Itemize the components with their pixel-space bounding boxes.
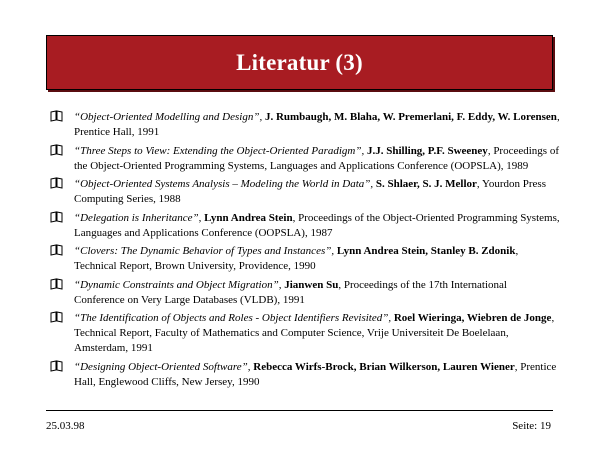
reference-authors: S. Shlaer, S. J. Mellor — [375, 178, 477, 190]
footer-date: 25.03.98 — [46, 420, 85, 432]
reference-title: “The Identification of Objects and Roles - Object Identifiers Revisited”, — [74, 312, 392, 324]
book-icon — [50, 244, 63, 257]
reference-authors: J. Rumbaugh, M. Blaha, W. Premerlani, F. Eddy, W. Lorensen — [264, 111, 557, 123]
book-icon — [50, 144, 63, 157]
reference-details: , Proceedings of the Object-Oriented Programming Systems, Languages and Applications Conference (OOPSLA), 1987 — [74, 211, 560, 239]
reference-list — [50, 110, 560, 393]
reference-authors: Roel Wieringa, Wiebren de Jonge — [393, 312, 552, 324]
reference-authors: J.J. Shilling, P.F. Sweeney — [366, 144, 488, 157]
reference-authors: Lynn Andrea Stein — [204, 211, 293, 224]
reference-title: “Object-Oriented Modelling and Design”, — [74, 111, 263, 123]
reference-title: “Designing Object-Oriented Software”, — [74, 360, 251, 373]
list-item — [50, 177, 560, 207]
page-title: Literatur (3) — [236, 49, 363, 75]
book-icon — [50, 177, 63, 190]
title-bar — [46, 35, 553, 90]
reference-details: , Prentice Hall, 1991 — [74, 111, 560, 138]
book-icon — [50, 278, 63, 291]
reference-authors: Jianwen Su — [284, 278, 339, 291]
reference-authors: Rebecca Wirfs-Brock, Brian Wilkerson, Lauren Wiener — [253, 360, 515, 373]
page-number: Seite: 19 — [512, 420, 551, 432]
list-item — [50, 211, 560, 241]
list-item — [50, 244, 560, 274]
reference-details: , Technical Report, Faculty of Mathematics and Computer Science, Vrije Universiteit De Boelelaan, Amsterdam, 1991 — [74, 312, 555, 354]
reference-details: , Proceedings of the Object-Oriented Programming Systems, Languages and Applications Conference (OOPSLA), 1989 — [74, 144, 559, 172]
list-item — [50, 311, 560, 356]
book-icon — [50, 360, 63, 373]
book-icon — [50, 311, 63, 324]
reference-details: , Technical Report, Brown University, Providence, 1990 — [74, 245, 519, 272]
reference-title: “Dynamic Constraints and Object Migration”, — [74, 278, 282, 291]
list-item — [50, 144, 560, 174]
list-item — [50, 278, 560, 308]
reference-authors: Lynn Andrea Stein, Stanley B. Zdonik — [336, 245, 516, 257]
reference-title: “Three Steps to View: Extending the Object-Oriented Paradigm”, — [74, 144, 365, 157]
reference-title: “Object-Oriented Systems Analysis – Modeling the World in Data”, — [74, 178, 374, 190]
footer-divider — [46, 410, 553, 411]
book-icon — [50, 211, 63, 224]
reference-details: , Yourdon Press Computing Series, 1988 — [74, 178, 546, 205]
reference-title: “Delegation is Inheritance”, — [74, 211, 202, 224]
book-icon — [50, 110, 63, 123]
reference-details: , Proceedings of the 17th International Conference on Very Large Databases (VLDB), 1991 — [74, 278, 507, 306]
reference-title: “Clovers: The Dynamic Behavior of Types and Instances”, — [74, 245, 335, 257]
reference-details: , Prentice Hall, Englewood Cliffs, New Jersey, 1990 — [74, 360, 557, 388]
list-item — [50, 110, 560, 140]
list-item — [50, 360, 560, 390]
